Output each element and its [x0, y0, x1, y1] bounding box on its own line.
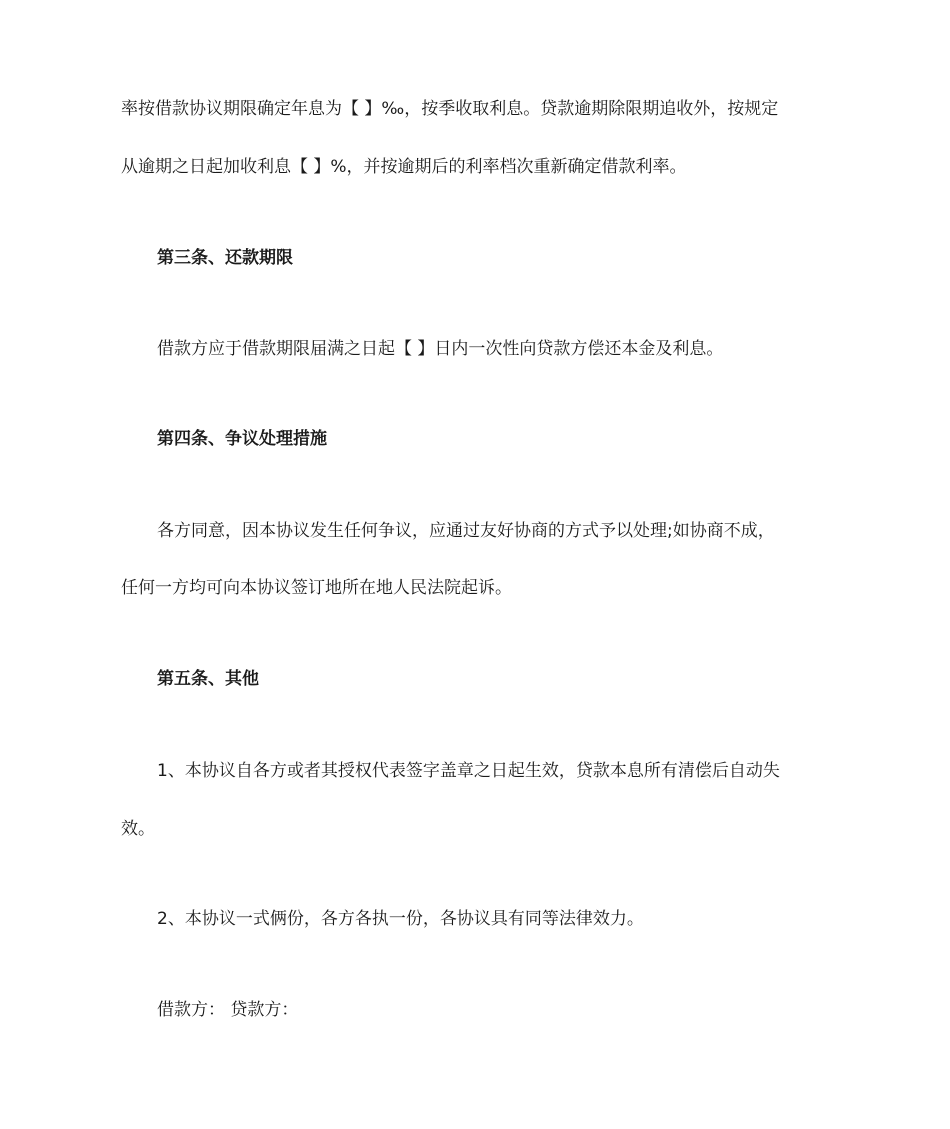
paragraph-dispute-line-1: 各方同意，因本协议发生任何争议，应通过友好协商的方式予以处理;如协商不成， — [157, 521, 775, 541]
paragraph-interest-line-1: 率按借款协议期限确定年息为【 】‰，按季收取利息。贷款逾期除限期追收外，按规定 — [121, 99, 779, 119]
paragraph-dispute-line-2: 任何一方均可向本协议签订地所在地人民法院起诉。 — [121, 578, 512, 598]
paragraph-repayment-term: 借款方应于借款期限届满之日起【 】日内一次性向贷款方偿还本金及利息。 — [157, 339, 724, 359]
section-heading-other: 第五条、其他 — [157, 669, 259, 689]
signature-line: 借款方： 贷款方： — [157, 1000, 299, 1020]
list-item-1-line-2: 效。 — [121, 819, 155, 839]
paragraph-interest-line-2: 从逾期之日起加收利息【 】%，并按逾期后的利率档次重新确定借款利率。 — [121, 157, 687, 177]
section-heading-repayment-term: 第三条、还款期限 — [157, 248, 293, 268]
list-item-2: 2、本协议一式俩份，各方各执一份，各协议具有同等法律效力。 — [157, 909, 644, 929]
list-item-1-line-1: 1、本协议自各方或者其授权代表签字盖章之日起生效，贷款本息所有清偿后自动失 — [157, 761, 780, 781]
section-heading-dispute-resolution: 第四条、争议处理措施 — [157, 429, 327, 449]
